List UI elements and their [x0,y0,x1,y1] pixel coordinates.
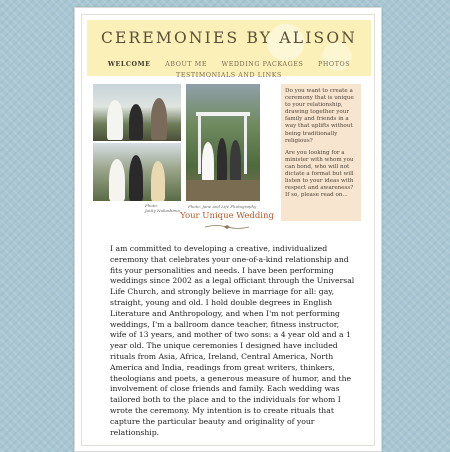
photo-credit-right: Photo: Jane and Life Photography [188,204,257,209]
page-inner-frame [81,14,375,446]
intro-sidebar [281,84,361,221]
section-heading: Your Unique Wedding [180,211,274,221]
photo-credit-left: Photo: Jacky Nakashima [145,203,180,213]
sidebar-paragraph: Do you want to create a ceremony that is unique to your relationship, drawing together your family and friends in a way that uplifts without being traditionally religious? [285,88,354,144]
wedding-photo-couple [93,143,181,201]
nav-item-testimonials-links[interactable]: TESTIMONIALS AND LINKS [176,72,282,79]
nav-item-wedding-packages[interactable]: WEDDING PACKAGES [221,61,304,68]
wedding-photo-arch [186,84,260,201]
body-paragraph: I am committed to developing a creative, individualized ceremony that celebrates your one-of-a-kind relationship and fits your personalities and needs. I have been performing weddings since 2002 as a legal officiant through the Universal Life Church, and strongly believe in marriage for all: gay, straight, young and old. I hold double degrees in English Literature and Anthropology, and when I'm not performing weddings, I'm a ballroom dance teacher, fitness instructor, wife of 13 years, and mother of two sons: a 4 year old and a 1 year old. The unique ceremonies I designed have included rituals from Asia, Africa, Ireland, Central America, North America and India, readings from great writers, thinkers, theologians and poets, a generous measure of humor, and the involvement of close friends and family. Each wedding was tailored both to the place and to the individuals for whom I wrote the ceremony. My intention is to create rituals that capture the particular beauty and originality of your relationship. [110,244,355,437]
site-header [87,20,371,79]
main-nav [97,59,361,81]
page-container [74,7,382,452]
nav-item-welcome[interactable]: WELCOME [107,61,151,68]
flourish-divider [204,224,250,230]
sidebar-paragraph: Are you looking for a minister with whom you can bond, who will not dictate a format but will listen to your ideas with respect and awareness? If so, please read on... [285,149,354,199]
site-title: CEREMONIES BY ALISON [100,29,358,47]
wedding-photo-ceremony [93,84,181,141]
nav-item-about-me[interactable]: ABOUT ME [165,61,208,68]
nav-item-photos[interactable]: PHOTOS [318,61,351,68]
